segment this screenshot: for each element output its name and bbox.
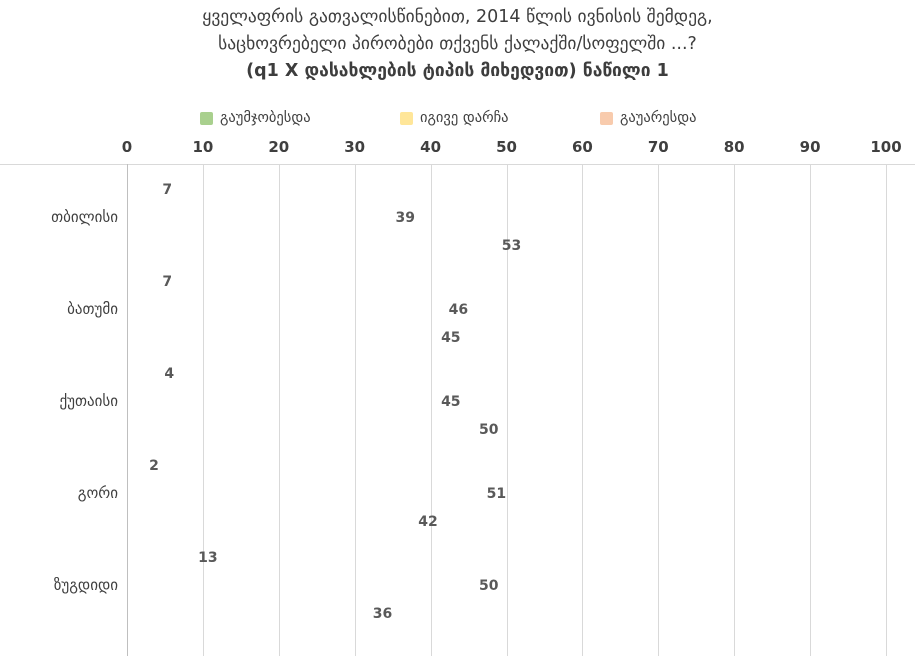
bar[interactable] bbox=[127, 178, 180, 202]
bar[interactable] bbox=[127, 482, 514, 506]
legend-swatch-icon bbox=[200, 112, 213, 125]
x-tick-label: 20 bbox=[268, 138, 290, 156]
x-tick-label: 100 bbox=[870, 138, 902, 156]
bar[interactable] bbox=[127, 390, 469, 414]
x-tick-label: 70 bbox=[647, 138, 669, 156]
bar-groups bbox=[0, 164, 915, 656]
chart-title-line-3: (q1 X დასახლების ტიპის მიხედვით) ნაწილი 1 bbox=[246, 61, 669, 81]
bar[interactable] bbox=[127, 270, 180, 294]
chart-title-line-2: საცხოვრებელი პირობები თქვენს ქალაქში/სოფელში ...? bbox=[218, 34, 697, 54]
x-tick-label: 80 bbox=[723, 138, 745, 156]
legend-item-3[interactable] bbox=[600, 110, 800, 126]
category-label: თბილისი bbox=[51, 208, 118, 226]
bar-value-label: 4 bbox=[164, 366, 175, 382]
bar[interactable] bbox=[127, 326, 469, 350]
chart-title bbox=[0, 4, 915, 85]
x-tick-label: 60 bbox=[571, 138, 593, 156]
chart-legend bbox=[200, 110, 800, 126]
bar-value-label: 7 bbox=[162, 274, 173, 290]
legend-label: გაუარესდა bbox=[620, 110, 697, 126]
legend-item-2[interactable] bbox=[400, 110, 600, 126]
x-tick-label: 50 bbox=[496, 138, 517, 156]
bar-group bbox=[0, 178, 915, 270]
bar-value-label: 46 bbox=[448, 302, 469, 318]
bar[interactable] bbox=[127, 454, 159, 478]
bar[interactable] bbox=[127, 418, 507, 442]
bar-value-label: 45 bbox=[441, 394, 461, 410]
x-tick-label: 40 bbox=[420, 138, 442, 156]
x-tick-label: 90 bbox=[799, 138, 821, 156]
bar-group bbox=[0, 362, 915, 454]
bar-group bbox=[0, 270, 915, 362]
category-label: ზუგდიდი bbox=[53, 576, 118, 594]
bar-value-label: 53 bbox=[501, 238, 522, 254]
bar-value-label: 42 bbox=[418, 514, 438, 530]
bar[interactable] bbox=[127, 362, 175, 386]
legend-swatch-icon bbox=[400, 112, 413, 125]
x-tick-label: 10 bbox=[192, 138, 214, 156]
chart-title-line-1: ყველაფრის გათვალისწინებით, 2014 წლის ივნისის შემდეგ, bbox=[202, 7, 713, 27]
legend-label: გაუმჯობესდა bbox=[220, 110, 311, 126]
bar-value-label: 50 bbox=[479, 578, 499, 594]
bar[interactable] bbox=[127, 602, 400, 626]
bar-group bbox=[0, 546, 915, 638]
bar-group bbox=[0, 454, 915, 546]
bar-value-label: 51 bbox=[486, 486, 507, 502]
legend-item-1[interactable] bbox=[200, 110, 400, 126]
legend-swatch-icon bbox=[600, 112, 613, 125]
bar-value-label: 2 bbox=[149, 458, 159, 474]
category-label: ქუთაისი bbox=[59, 392, 118, 410]
legend-label: იგივე დარჩა bbox=[420, 110, 509, 126]
x-tick-label: 0 bbox=[121, 138, 133, 156]
x-axis-tick-labels bbox=[0, 138, 915, 162]
bar-value-label: 45 bbox=[441, 330, 461, 346]
x-tick-label: 30 bbox=[344, 138, 366, 156]
bar-value-label: 39 bbox=[395, 210, 415, 226]
bar-value-label: 50 bbox=[479, 422, 499, 438]
bar[interactable] bbox=[127, 546, 226, 570]
bar[interactable] bbox=[127, 574, 507, 598]
bar[interactable] bbox=[127, 298, 476, 322]
bar-value-label: 36 bbox=[372, 606, 393, 622]
bar-value-label: 13 bbox=[198, 550, 218, 566]
category-label: ბათუმი bbox=[67, 300, 118, 318]
bar[interactable] bbox=[127, 206, 423, 230]
plot-area bbox=[0, 138, 915, 658]
bar[interactable] bbox=[127, 510, 446, 534]
category-label: გორი bbox=[77, 484, 118, 502]
bar-value-label: 7 bbox=[162, 182, 173, 198]
bar[interactable] bbox=[127, 234, 529, 258]
